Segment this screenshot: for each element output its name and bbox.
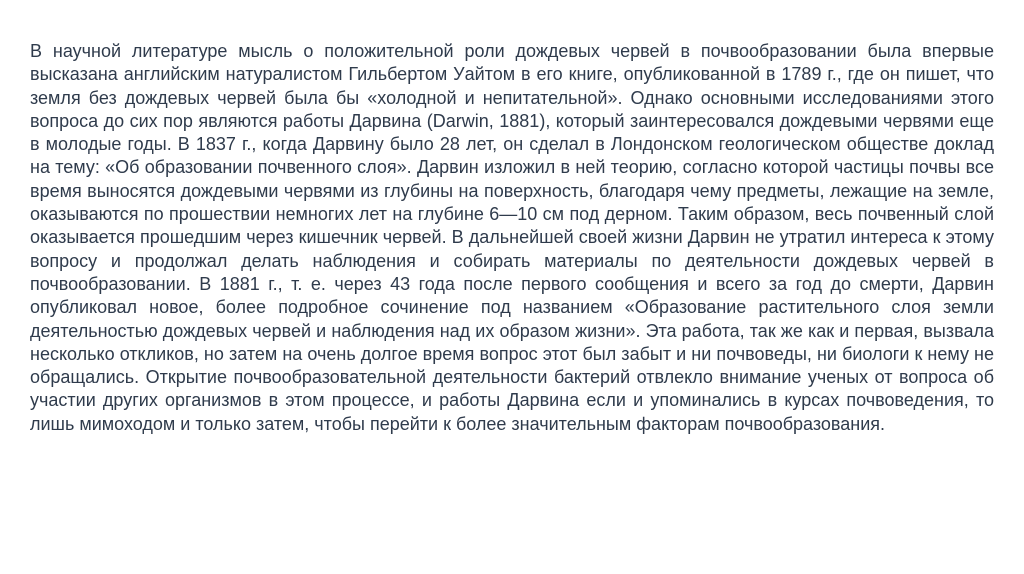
body-paragraph: В научной литературе мысль о положительной роли дождевых червей в почвообразовании была впервые высказана английским натуралистом Гильбертом Уайтом в его книге, опубликованной в 1789 г., где он пишет, что земля без дождевых червей была бы «холодной и непитательной». Однако основными исследованиями этого вопроса до сих пор являются работы Дарвина (Darwin, 1881), который заинтересовался дождевыми червями еще в молодые годы. В 1837 г., когда Дарвину было 28 лет, он сделал в Лондонском геологическом обществе доклад на тему: «Об образовании почвенного слоя». Дарвин изложил в ней теорию, согласно которой частицы почвы все время выносятся дождевыми червями из глубины на поверхность, благодаря чему предметы, лежащие на земле, оказываются по прошествии немногих лет на глубине 6—10 см под дерном. Таким образом, весь почвенный слой оказывается прошедшим через кишечник червей. В дальнейшей своей жизни Дарвин не утратил интереса к этому вопросу и продолжал делать наблюдения и собирать материалы по деятельности дождевых червей в почвообразовании. В 1881 г., т. е. через 43 года после первого сообщения и всего за год до смерти, Дарвин опубликовал новое, более подробное сочинение под названием «Образование растительного слоя земли деятельностью дождевых червей и наблюдения над их образом жизни». Эта работа, так же как и первая, вызвала несколько откликов, но затем на очень долгое время вопрос этот был забыт и ни почвоведы, ни биологи к нему не обращались. Открытие почвообразовательной деятельности бактерий отвлекло внимание ученых от вопроса об участии других организмов в этом процессе, и работы Дарвина если и упоминались в курсах почвоведения, то лишь мимоходом и только затем, чтобы перейти к более значительным факторам почвообразования. — [30, 41, 994, 434]
